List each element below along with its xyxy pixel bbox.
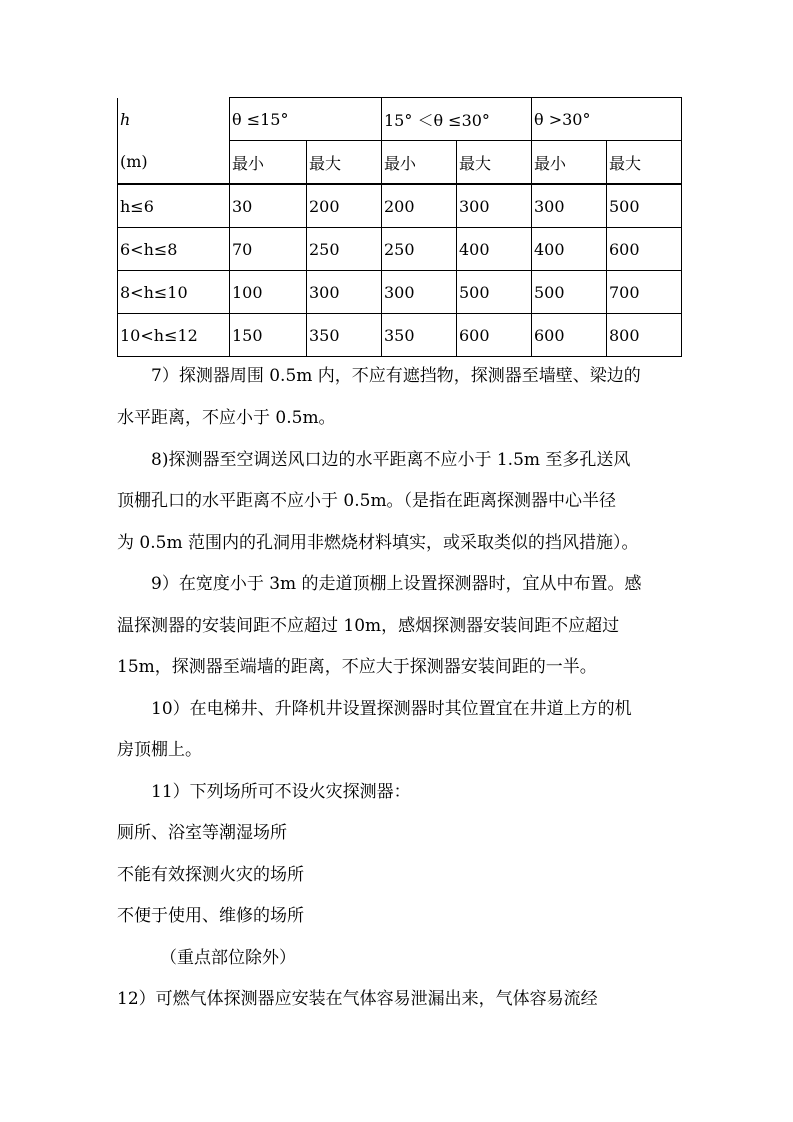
spacing-value-cell: 350 [307,314,382,357]
text-line: 10）在电梯井、升降机井设置探测器时其位置宜在井道上方的机 [151,699,632,719]
spacing-value-cell: 70 [230,228,307,271]
height-range-cell: 10<h≤12 [118,314,230,357]
spacing-value-cell: 300 [457,184,532,228]
header-min: 最小 [382,141,457,185]
spacing-value-cell: 500 [532,271,607,314]
spacing-value-cell: 150 [230,314,307,357]
header-min: 最小 [532,141,607,185]
spacing-value-cell: 100 [230,271,307,314]
spacing-value-cell: 300 [307,271,382,314]
spacing-value-cell: 600 [457,314,532,357]
header-unit: (m) [118,141,230,185]
text-line: 7）探测器周围 0.5m 内，不应有遮挡物，探测器至墙壁、梁边的 [151,366,641,386]
spacing-value-cell: 400 [457,228,532,271]
header-angle-2: 15° ＜θ ≤30° [382,98,532,141]
text-line: 8)探测器至空调送风口边的水平距离不应小于 1.5m 至多孔送风 [151,450,631,470]
text-line: 12）可燃气体探测器应安装在气体容易泄漏出来，气体容易流经 [117,989,598,1009]
spacing-value-cell: 300 [532,184,607,228]
header-max: 最大 [307,141,382,185]
height-range-cell: 6<h≤8 [118,228,230,271]
table-row [118,314,682,357]
table-row [118,184,682,228]
header-angle-1: θ ≤15° [230,98,382,141]
text-line: 不能有效探测火灾的场所 [117,865,304,885]
text-line: 厕所、浴室等潮湿场所 [117,823,287,843]
text-line: 不便于使用、维修的场所 [117,906,304,926]
header-angle-3: θ >30° [532,98,682,141]
spacing-value-cell: 300 [382,271,457,314]
spacing-value-cell: 200 [382,184,457,228]
spacing-value-cell: 350 [382,314,457,357]
text-line: 温探测器的安装间距不应超过 10m，感烟探测器安装间距不应超过 [117,616,620,636]
text-line: 9）在宽度小于 3m 的走道顶棚上设置探测器时，宜从中布置。感 [151,574,642,594]
header-max: 最大 [607,141,682,185]
text-line: 11）下列场所可不设火灾探测器： [151,782,411,802]
table-row [118,228,682,271]
spacing-value-cell: 500 [457,271,532,314]
detector-spacing-table [117,97,682,357]
spacing-value-cell: 400 [532,228,607,271]
spacing-value-cell: 600 [607,228,682,271]
text-line: 顶棚孔口的水平距离不应小于 0.5m。（是指在距离探测器中心半径 [117,491,617,511]
header-min: 最小 [230,141,307,185]
height-range-cell: 8<h≤10 [118,271,230,314]
text-line: 为 0.5m 范围内的孔洞用非燃烧材料填实，或采取类似的挡风措施）。 [117,533,639,553]
text-line: 水平距离，不应小于 0.5m。 [117,408,336,428]
text-line: 房顶棚上。 [117,740,202,760]
text-line: 15m，探测器至端墙的距离，不应大于探测器安装间距的一半。 [117,657,597,677]
header-h: h [118,98,230,141]
spacing-value-cell: 500 [607,184,682,228]
spacing-value-cell: 800 [607,314,682,357]
height-range-cell: h≤6 [118,184,230,228]
spacing-value-cell: 250 [382,228,457,271]
header-max: 最大 [457,141,532,185]
table-row [118,271,682,314]
spacing-value-cell: 200 [307,184,382,228]
spacing-value-cell: 30 [230,184,307,228]
spacing-value-cell: 600 [532,314,607,357]
text-line: （重点部位除外） [160,948,296,968]
spacing-value-cell: 250 [307,228,382,271]
spacing-value-cell: 700 [607,271,682,314]
